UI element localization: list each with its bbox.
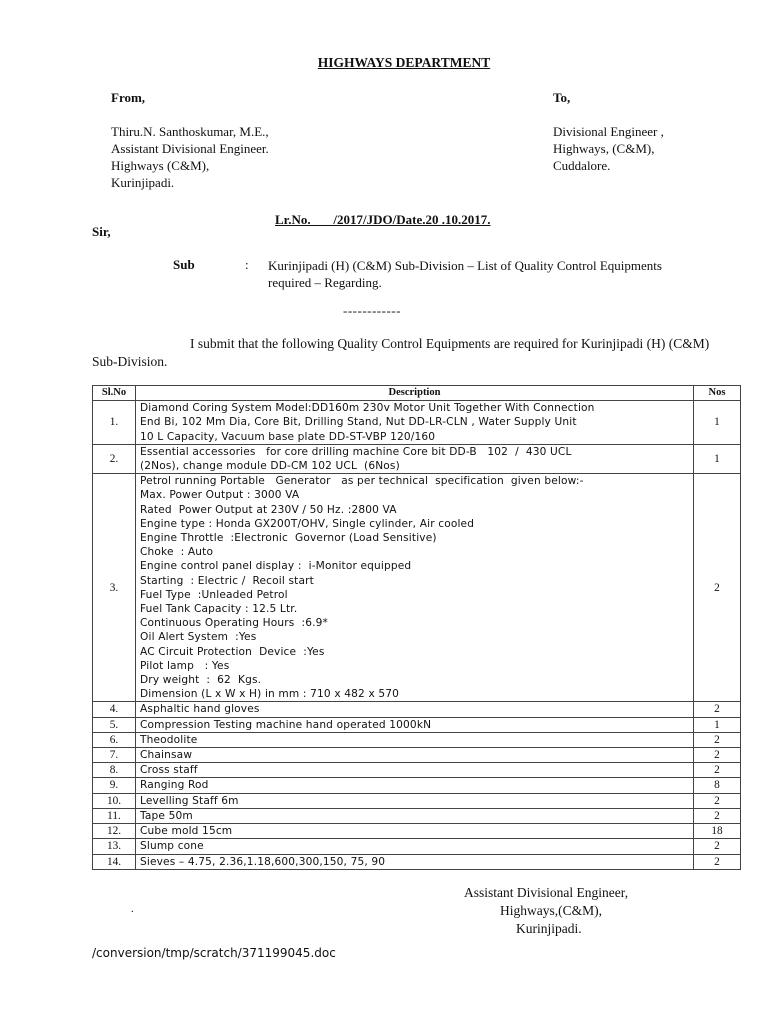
from-heading: From,: [111, 90, 146, 105]
description-line: Engine control panel display : i-Monitor equipped: [140, 560, 412, 573]
description-line: Ranging Rod: [140, 779, 209, 792]
table-row: [93, 763, 741, 778]
description-line: Cube mold 15cm: [140, 825, 233, 838]
description-line: Fuel Type :Unleaded Petrol: [140, 588, 288, 601]
cell-description: [136, 444, 694, 473]
table-row: [93, 839, 741, 854]
sender-line: Highways (C&M),: [111, 158, 210, 173]
description-line: Cross staff: [140, 764, 198, 777]
table-row: [93, 808, 741, 823]
description-line: Engine type : Honda GX200T/OHV, Single cylinder, Air cooled: [140, 517, 475, 530]
cell-nos: 1: [694, 444, 741, 473]
description-line: Asphaltic hand gloves: [140, 703, 260, 716]
cell-nos: 2: [694, 474, 741, 702]
sender-line: Assistant Divisional Engineer.: [111, 141, 269, 156]
description-line: Petrol running Portable Generator as per technical specification given below:-: [140, 475, 584, 488]
signature-line: Assistant Divisional Engineer,: [464, 885, 629, 900]
salutation: Sir,: [92, 224, 111, 239]
table-row: [93, 793, 741, 808]
cell-description: [136, 808, 694, 823]
cell-sl-no: 12.: [93, 824, 136, 839]
cell-sl-no: 1.: [93, 401, 136, 445]
description-line: Dimension (L x W x H) in mm : 710 x 482 x 570: [140, 688, 400, 701]
cell-sl-no: 6.: [93, 732, 136, 747]
to-heading: To,: [553, 90, 571, 105]
description-line: Fuel Tank Capacity : 12.5 Ltr.: [140, 603, 298, 616]
description-line: Max. Power Output : 3000 VA: [140, 489, 300, 502]
cell-description: [136, 702, 694, 717]
stray-mark: .: [131, 903, 134, 915]
cell-nos: 2: [694, 854, 741, 869]
cell-sl-no: 8.: [93, 763, 136, 778]
cell-sl-no: 7.: [93, 748, 136, 763]
recipient-line: Highways, (C&M),: [553, 141, 655, 156]
description-line: AC Circuit Protection Device :Yes: [140, 645, 325, 658]
sender-line: Thiru.N. Santhoskumar, M.E.,: [111, 124, 269, 139]
signature-line: Highways,(C&M),: [500, 903, 602, 918]
recipient-address: [553, 123, 664, 174]
cell-nos: 2: [694, 702, 741, 717]
table-row: [93, 444, 741, 473]
cell-sl-no: 13.: [93, 839, 136, 854]
cell-sl-no: 5.: [93, 717, 136, 732]
sender-line: Kurinjipadi.: [111, 175, 175, 190]
header-sl-no: Sl.No: [93, 386, 136, 401]
cell-sl-no: 4.: [93, 702, 136, 717]
cell-sl-no: 11.: [93, 808, 136, 823]
description-line: 10 L Capacity, Vacuum base plate DD-ST-VBP 120/160: [140, 430, 436, 443]
subject-text: Kurinjipadi (H) (C&M) Sub-Division – List of Quality Control Equipments required – Regarding.: [268, 258, 662, 290]
description-line: Oil Alert System :Yes: [140, 631, 257, 644]
description-line: Theodolite: [140, 733, 198, 746]
description-line: Sieves – 4.75, 2.36,1.18,600,300,150, 75, 90: [140, 855, 386, 868]
cell-description: [136, 778, 694, 793]
equipment-table: [92, 385, 741, 870]
description-line: Tape 50m: [140, 809, 193, 822]
cell-description: [136, 748, 694, 763]
table-row: [93, 717, 741, 732]
cell-nos: 2: [694, 839, 741, 854]
cell-sl-no: 2.: [93, 444, 136, 473]
subject-colon: :: [245, 257, 249, 272]
cell-sl-no: 10.: [93, 793, 136, 808]
table-row: [93, 778, 741, 793]
table-row: [93, 824, 741, 839]
subject-label: Sub: [173, 257, 195, 272]
header-description: Description: [136, 386, 694, 401]
cell-nos: 18: [694, 824, 741, 839]
footer-file-path: /conversion/tmp/scratch/371199045.doc: [92, 946, 336, 960]
signature-block: [464, 884, 628, 938]
cell-nos: 2: [694, 763, 741, 778]
description-line: Engine Throttle :Electronic Governor (Load Sensitive): [140, 532, 437, 545]
cell-nos: 2: [694, 748, 741, 763]
description-line: Essential accessories for core drilling machine Core bit DD-B 102 / 430 UCL: [140, 445, 572, 458]
cell-description: [136, 474, 694, 702]
cell-sl-no: 14.: [93, 854, 136, 869]
cell-description: [136, 839, 694, 854]
cell-description: [136, 401, 694, 445]
description-line: Rated Power Output at 230V / 50 Hz. :2800 VA: [140, 503, 397, 516]
description-line: Dry weight : 62 Kgs.: [140, 674, 262, 687]
table-row: [93, 732, 741, 747]
header-nos: Nos: [694, 386, 741, 401]
description-line: Chainsaw: [140, 749, 193, 762]
recipient-line: Divisional Engineer ,: [553, 124, 664, 139]
description-line: Continuous Operating Hours :6.9*: [140, 617, 328, 630]
table-row: [93, 702, 741, 717]
cell-sl-no: 9.: [93, 778, 136, 793]
cell-nos: 1: [694, 717, 741, 732]
cell-nos: 2: [694, 808, 741, 823]
description-line: End Bi, 102 Mm Dia, Core Bit, Drilling Stand, Nut DD-LR-CLN , Water Supply Unit: [140, 416, 577, 429]
body-paragraph: I submit that the following Quality Control Equipments are required for Kurinjipadi (H) (C&M) Sub-Division.: [92, 336, 710, 369]
cell-nos: 8: [694, 778, 741, 793]
document-title: HIGHWAYS DEPARTMENT: [317, 55, 491, 70]
table-row: [93, 401, 741, 445]
recipient-line: Cuddalore.: [553, 158, 611, 173]
description-line: Compression Testing machine hand operated 1000kN: [140, 718, 432, 731]
table-row: [93, 748, 741, 763]
sender-address: [111, 123, 269, 191]
cell-nos: 2: [694, 732, 741, 747]
cell-nos: 1: [694, 401, 741, 445]
cell-sl-no: 3.: [93, 474, 136, 702]
table-row: [93, 474, 741, 702]
cell-description: [136, 793, 694, 808]
cell-description: [136, 763, 694, 778]
description-line: (2Nos), change module DD-CM 102 UCL (6Nos): [140, 460, 400, 473]
separator: ------------: [343, 303, 401, 318]
description-line: Diamond Coring System Model:DD160m 230v Motor Unit Together With Connection: [140, 402, 595, 415]
description-line: Levelling Staff 6m: [140, 794, 239, 807]
letter-reference: Lr.No. /2017/JDO/Date.20 .10.2017.: [275, 212, 491, 227]
description-line: Slump cone: [140, 840, 204, 853]
cell-description: [136, 824, 694, 839]
table-header-row: [93, 386, 741, 401]
cell-description: [136, 732, 694, 747]
cell-description: [136, 717, 694, 732]
description-line: Pilot lamp : Yes: [140, 659, 230, 672]
description-line: Choke : Auto: [140, 546, 214, 559]
table-row: [93, 854, 741, 869]
description-line: Starting : Electric / Recoil start: [140, 574, 314, 587]
cell-nos: 2: [694, 793, 741, 808]
cell-description: [136, 854, 694, 869]
signature-line: Kurinjipadi.: [516, 921, 582, 936]
